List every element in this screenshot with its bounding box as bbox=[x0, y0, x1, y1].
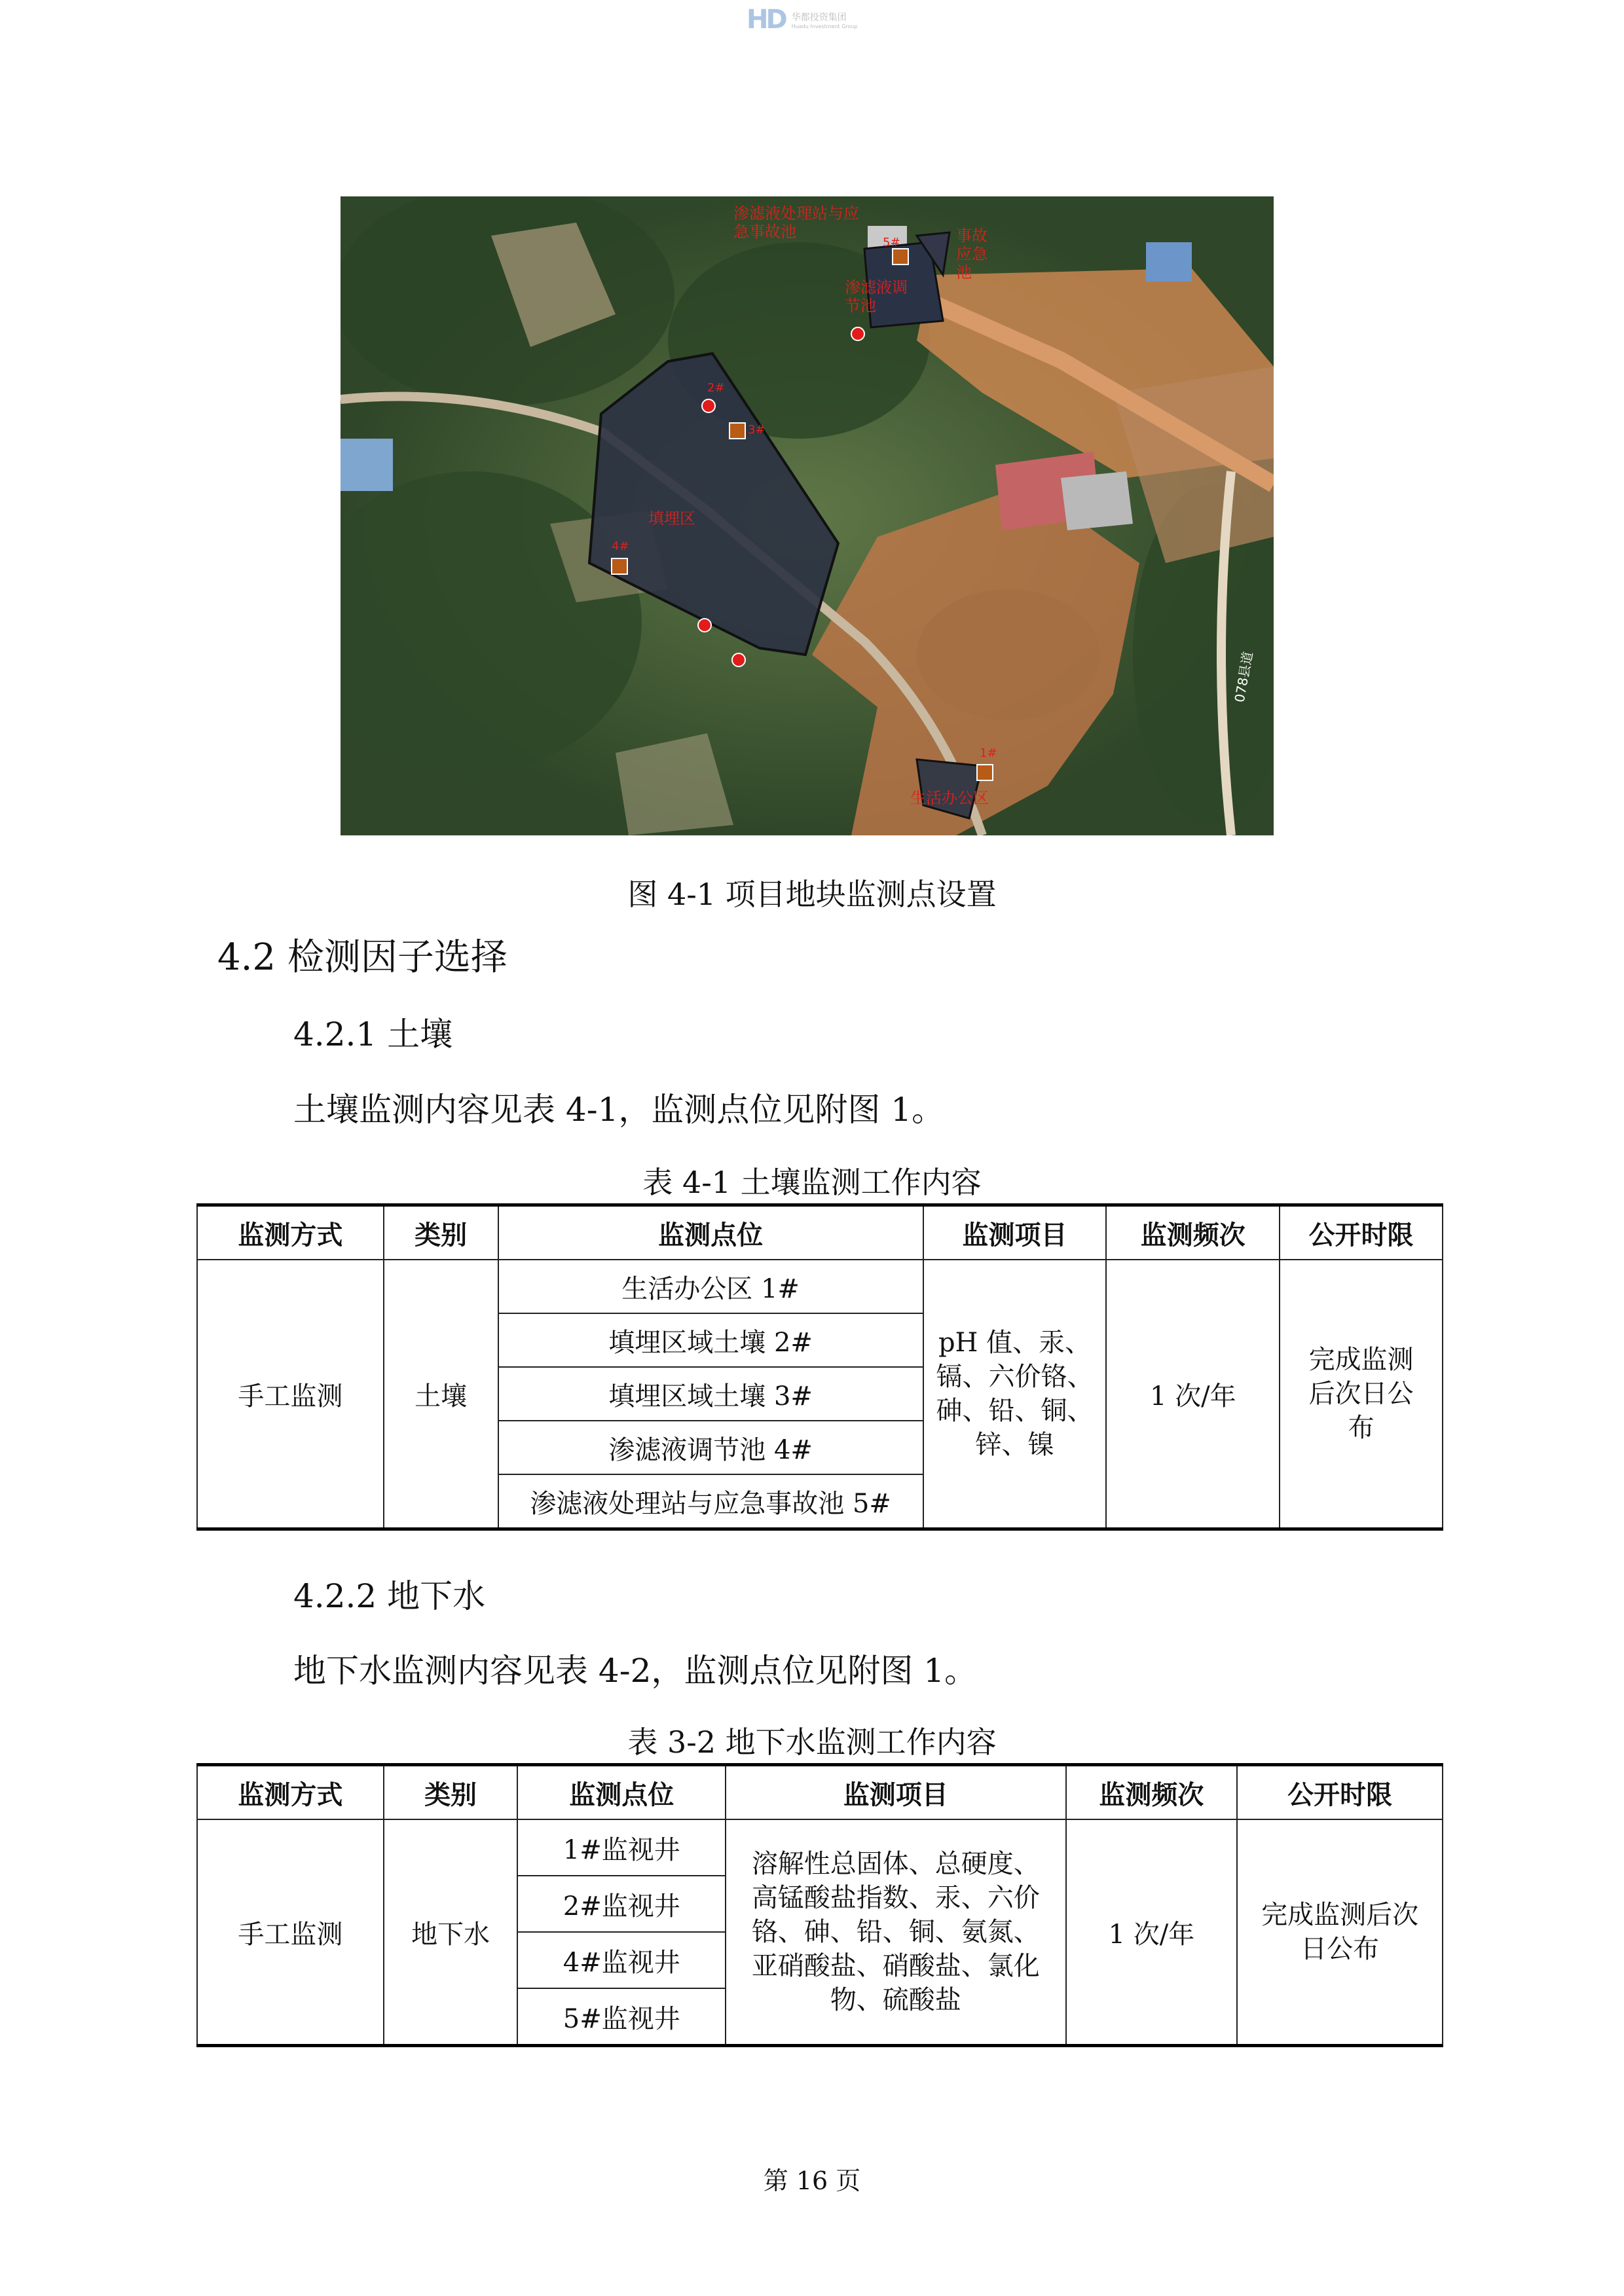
groundwater-table bbox=[196, 1763, 1443, 2047]
header-logo bbox=[747, 5, 877, 34]
groundwater-category: 地下水 bbox=[384, 1819, 518, 2046]
soil-items: pH 值、汞、镉、六价铬、砷、铅、铜、锌、镍 bbox=[923, 1260, 1107, 1529]
well-point-4 bbox=[612, 558, 627, 574]
map-graphic bbox=[341, 196, 1274, 835]
soil-heading: 4.2.1 土壤 bbox=[293, 1015, 453, 1053]
map-label-accident-pool: 事故应急池 bbox=[956, 227, 987, 282]
soil-paragraph: 土壤监测内容见表 4-1，监测点位见附图 1。 bbox=[293, 1091, 945, 1129]
soil-header-disclosure: 公开时限 bbox=[1280, 1205, 1443, 1260]
well-point-5 bbox=[893, 249, 908, 264]
logo-subtext: Huadu Investment Group bbox=[791, 23, 858, 29]
section-heading: 4.2 检测因子选择 bbox=[217, 936, 507, 979]
soil-table bbox=[196, 1203, 1443, 1531]
figure-caption: 图 4-1 项目地块监测点设置 bbox=[627, 877, 997, 912]
map-point-label-3: 3# bbox=[748, 423, 766, 437]
groundwater-point-cell: 4#监视井 bbox=[517, 1932, 726, 1988]
groundwater-header-point: 监测点位 bbox=[517, 1765, 726, 1820]
well-point-2 bbox=[729, 423, 745, 439]
groundwater-paragraph: 地下水监测内容见表 4-2，监测点位见附图 1。 bbox=[293, 1652, 978, 1690]
soil-point-cell: 填埋区域土壤 2# bbox=[498, 1313, 923, 1367]
soil-point-cell: 填埋区域土壤 3# bbox=[498, 1367, 923, 1421]
map-label-leachate-station: 渗滤液处理站与应急事故池 bbox=[733, 204, 859, 241]
soil-header-point: 监测点位 bbox=[498, 1205, 923, 1260]
soil-header-frequency: 监测频次 bbox=[1106, 1205, 1280, 1260]
soil-header-items: 监测项目 bbox=[923, 1205, 1107, 1260]
table-row bbox=[197, 1819, 1443, 1876]
groundwater-point-cell: 1#监视井 bbox=[517, 1819, 726, 1876]
soil-frequency: 1 次/年 bbox=[1106, 1260, 1280, 1529]
map-point-label-1: 1# bbox=[980, 746, 997, 760]
soil-point-4 bbox=[851, 327, 864, 340]
soil-point-2 bbox=[702, 399, 715, 412]
soil-point-1 bbox=[732, 653, 745, 666]
map-point-label-2: 2# bbox=[707, 381, 725, 395]
page-number: 第 16 页 bbox=[763, 2166, 861, 2195]
map-point-label-5: 5# bbox=[883, 236, 900, 249]
map-label-landfill: 填埋区 bbox=[648, 509, 695, 528]
logo-mark: HD bbox=[747, 5, 785, 35]
groundwater-header-items: 监测项目 bbox=[726, 1765, 1065, 1820]
soil-header-category: 类别 bbox=[384, 1205, 498, 1260]
groundwater-header-disclosure: 公开时限 bbox=[1237, 1765, 1443, 1820]
groundwater-frequency: 1 次/年 bbox=[1066, 1819, 1238, 2046]
logo-text-group bbox=[792, 10, 858, 29]
groundwater-table-caption: 表 3-2 地下水监测工作内容 bbox=[627, 1724, 997, 1760]
soil-category: 土壤 bbox=[384, 1260, 498, 1529]
soil-disclosure: 完成监测后次日公布 bbox=[1280, 1260, 1443, 1529]
logo-text: 华都投资集团 bbox=[791, 12, 847, 23]
soil-table-header-row bbox=[197, 1205, 1443, 1260]
groundwater-disclosure: 完成监测后次日公布 bbox=[1237, 1819, 1443, 2046]
soil-point-cell: 渗滤液处理站与应急事故池 5# bbox=[498, 1474, 923, 1529]
map-label-office: 生活办公区 bbox=[910, 789, 989, 807]
groundwater-heading: 4.2.2 地下水 bbox=[293, 1577, 486, 1615]
groundwater-point-cell: 2#监视井 bbox=[517, 1876, 726, 1932]
groundwater-table-header-row bbox=[197, 1765, 1443, 1820]
soil-point-3 bbox=[698, 619, 711, 632]
groundwater-header-method: 监测方式 bbox=[197, 1765, 384, 1820]
table-row bbox=[197, 1260, 1443, 1313]
well-point-1 bbox=[977, 765, 993, 780]
soil-header-method: 监测方式 bbox=[197, 1205, 384, 1260]
groundwater-method: 手工监测 bbox=[197, 1819, 384, 2046]
soil-table-caption: 表 4-1 土壤监测工作内容 bbox=[642, 1165, 982, 1200]
groundwater-point-cell: 5#监视井 bbox=[517, 1988, 726, 2046]
groundwater-header-frequency: 监测频次 bbox=[1066, 1765, 1238, 1820]
map-point-label-4: 4# bbox=[612, 539, 629, 553]
soil-point-cell: 生活办公区 1# bbox=[498, 1260, 923, 1313]
groundwater-header-category: 类别 bbox=[384, 1765, 518, 1820]
groundwater-items: 溶解性总固体、总硬度、高锰酸盐指数、汞、六价铬、砷、铅、铜、氨氮、亚硝酸盐、硝酸盐、氯化物、硫酸盐 bbox=[726, 1819, 1065, 2046]
map-label-road: 078县道 bbox=[1231, 650, 1256, 704]
soil-method: 手工监测 bbox=[197, 1260, 384, 1529]
site-satellite-map bbox=[341, 196, 1274, 835]
soil-point-cell: 渗滤液调节池 4# bbox=[498, 1421, 923, 1474]
map-label-regulating-pool: 渗滤液调节池 bbox=[845, 278, 908, 315]
